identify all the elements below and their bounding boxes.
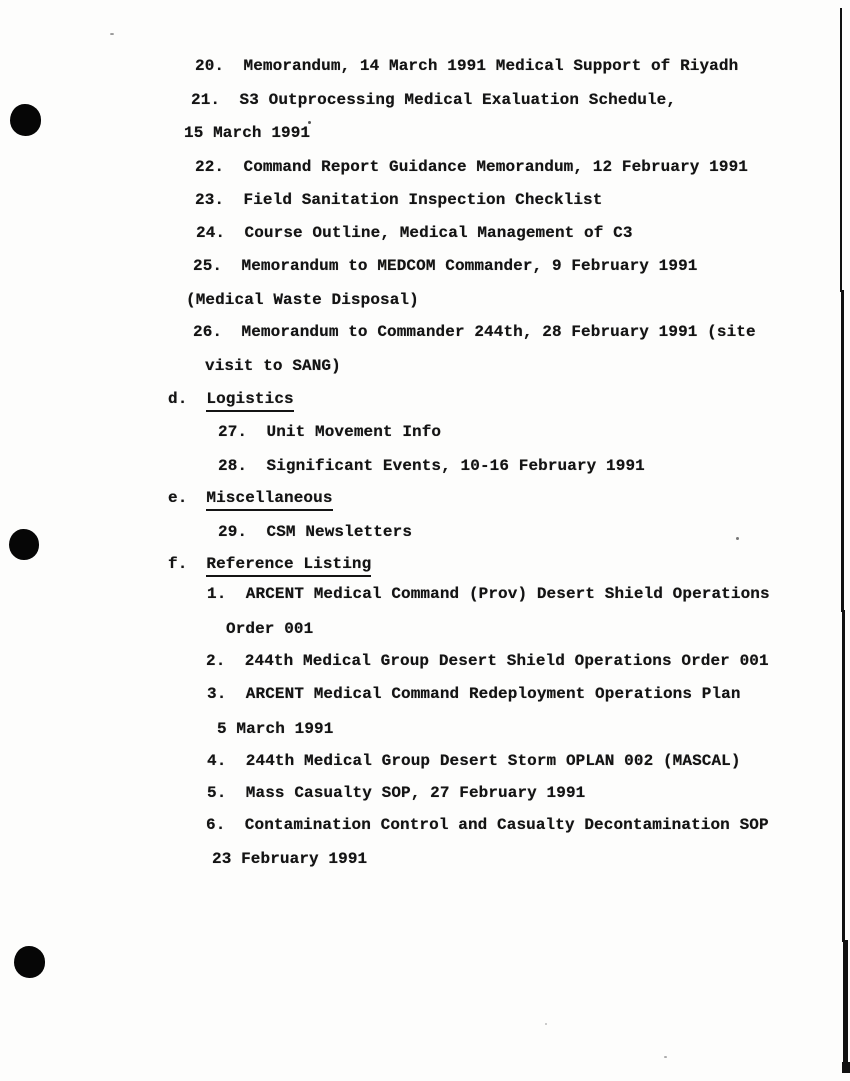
section-f-title: Reference Listing bbox=[206, 554, 371, 577]
hole-punch-mark-top bbox=[10, 104, 41, 136]
entry-21: 21. S3 Outprocessing Medical Exaluation Schedule, bbox=[191, 91, 677, 109]
section-d-title: Logistics bbox=[206, 389, 293, 412]
scan-speck bbox=[308, 121, 311, 124]
section-e bbox=[168, 488, 333, 511]
reference-6: 6. Contamination Control and Casualty Decontamination SOP bbox=[206, 816, 769, 834]
section-f bbox=[168, 554, 371, 577]
entry-23: 23. Field Sanitation Inspection Checklist bbox=[195, 191, 603, 209]
scan-speck bbox=[110, 33, 114, 35]
entry-24: 24. Course Outline, Medical Management of C3 bbox=[196, 224, 633, 242]
entry-29: 29. CSM Newsletters bbox=[218, 523, 413, 541]
reference-3-continuation: 5 March 1991 bbox=[217, 720, 334, 738]
scan-edge-blob bbox=[842, 1062, 850, 1073]
entry-21-continuation: 15 March 1991 bbox=[184, 124, 311, 142]
reference-3: 3. ARCENT Medical Command Redeployment Operations Plan bbox=[207, 685, 741, 703]
hole-punch-mark-bottom bbox=[14, 946, 45, 978]
entry-26: 26. Memorandum to Commander 244th, 28 February 1991 (site bbox=[193, 323, 756, 341]
reference-4: 4. 244th Medical Group Desert Storm OPLAN 002 (MASCAL) bbox=[207, 752, 741, 770]
scan-edge-line bbox=[843, 940, 848, 1073]
hole-punch-mark-middle bbox=[9, 529, 39, 560]
scan-edge-line bbox=[840, 8, 842, 292]
reference-1: 1. ARCENT Medical Command (Prov) Desert Shield Operations bbox=[207, 585, 770, 603]
entry-27: 27. Unit Movement Info bbox=[218, 423, 442, 441]
section-d bbox=[168, 389, 294, 412]
section-e-letter: e. bbox=[168, 489, 188, 507]
entry-28: 28. Significant Events, 10-16 February 1991 bbox=[218, 457, 645, 475]
scan-speck bbox=[736, 537, 739, 540]
reference-2: 2. 244th Medical Group Desert Shield Operations Order 001 bbox=[206, 652, 769, 670]
scan-edge-line bbox=[842, 610, 845, 942]
section-e-title: Miscellaneous bbox=[206, 488, 332, 511]
section-f-letter: f. bbox=[168, 555, 188, 573]
reference-1-continuation: Order 001 bbox=[226, 620, 314, 638]
scan-speck bbox=[664, 1056, 667, 1058]
reference-5: 5. Mass Casualty SOP, 27 February 1991 bbox=[207, 784, 586, 802]
entry-20: 20. Memorandum, 14 March 1991 Medical Support of Riyadh bbox=[195, 57, 739, 75]
entry-22: 22. Command Report Guidance Memorandum, 12 February 1991 bbox=[195, 158, 748, 176]
section-d-letter: d. bbox=[168, 390, 188, 408]
reference-6-continuation: 23 February 1991 bbox=[212, 850, 368, 868]
entry-25-continuation: (Medical Waste Disposal) bbox=[186, 291, 419, 309]
scan-edge-line bbox=[841, 290, 844, 612]
entry-25: 25. Memorandum to MEDCOM Commander, 9 February 1991 bbox=[193, 257, 698, 275]
scan-speck bbox=[545, 1023, 547, 1025]
entry-26-continuation: visit to SANG) bbox=[205, 357, 341, 375]
